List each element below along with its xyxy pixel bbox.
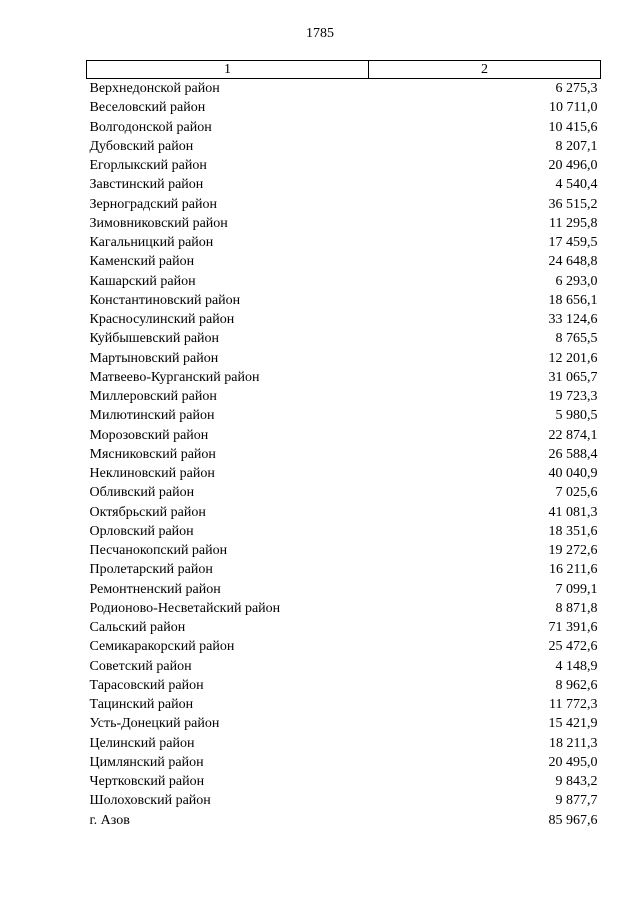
district-name: Матвеево-Курганский район — [89, 369, 260, 385]
district-name: Зерноградский район — [89, 196, 217, 212]
header-row — [87, 61, 601, 79]
table-row — [87, 599, 601, 618]
table-row — [87, 772, 601, 791]
table-row — [87, 79, 601, 99]
district-name: Каменский район — [89, 254, 195, 270]
district-value: 25 472,6 — [548, 639, 598, 655]
table-row — [87, 329, 601, 348]
table-row — [87, 137, 601, 156]
district-name: Тарасовский район — [89, 677, 204, 693]
district-name: Целинский район — [89, 735, 195, 751]
district-value: 9 843,2 — [555, 774, 598, 789]
district-value: 71 391,6 — [548, 620, 598, 635]
table-row — [87, 791, 601, 810]
district-name: Зимовниковский район — [89, 215, 228, 231]
district-name: Константиновский район — [89, 292, 241, 308]
table-row — [87, 541, 601, 560]
district-value: 10 415,6 — [548, 119, 598, 135]
table-row — [87, 676, 601, 695]
district-name: Октябрьский район — [89, 504, 206, 520]
table-row — [87, 156, 601, 175]
district-name: Советский район — [89, 658, 192, 674]
district-name: Пролетарский район — [89, 562, 213, 578]
district-value: 6 275,3 — [555, 81, 598, 96]
district-name: Завстинский район — [89, 177, 204, 193]
district-value: 6 293,0 — [555, 273, 598, 289]
district-value: 9 877,7 — [555, 793, 598, 809]
district-value: 20 496,0 — [548, 158, 598, 173]
table-row — [87, 464, 601, 483]
district-value: 11 295,8 — [549, 215, 598, 231]
district-name: Цимлянский район — [89, 754, 204, 770]
district-value: 18 351,6 — [548, 523, 598, 539]
district-value: 10 711,0 — [549, 100, 598, 116]
table-row — [87, 522, 601, 541]
district-value: 26 588,4 — [548, 446, 598, 462]
table-row — [87, 233, 601, 252]
district-name: Обливский район — [89, 485, 195, 501]
district-name: Миллеровский район — [89, 389, 217, 404]
table-row — [87, 368, 601, 387]
table-row — [87, 252, 601, 271]
table-row — [87, 175, 601, 194]
district-value: 33 124,6 — [548, 312, 598, 327]
district-value: 31 065,7 — [548, 369, 598, 385]
table-row — [87, 98, 601, 117]
district-value: 36 515,2 — [548, 196, 598, 212]
district-name: Морозовский район — [89, 427, 209, 443]
district-value: 12 201,6 — [548, 350, 598, 366]
district-value: 24 648,8 — [548, 254, 598, 270]
district-name: Кашарский район — [89, 273, 196, 289]
table-row — [87, 560, 601, 579]
district-value: 41 081,3 — [548, 504, 598, 520]
district-name: Красносулинский район — [89, 312, 235, 327]
district-name: г. Азов — [89, 812, 130, 828]
table-row — [87, 118, 601, 137]
district-value: 8 207,1 — [555, 138, 598, 154]
district-name: Веселовский район — [89, 100, 206, 116]
table-row — [87, 753, 601, 772]
district-name: Ремонтненский район — [89, 581, 221, 597]
page-number: 1785 — [306, 26, 334, 41]
table-row — [87, 387, 601, 406]
district-name: Усть-Донецкий район — [89, 716, 220, 732]
district-name: Волгодонской район — [89, 119, 212, 135]
table-row — [87, 483, 601, 502]
district-name: Егорлыкский район — [89, 158, 207, 173]
table-row — [87, 214, 601, 233]
district-value: 7 025,6 — [555, 485, 598, 501]
table-row — [87, 637, 601, 656]
district-name: Куйбышевский район — [89, 331, 220, 347]
district-name: Дубовский район — [89, 138, 194, 154]
table-header — [87, 61, 601, 79]
district-name: Чертковский район — [89, 774, 205, 789]
table-row — [87, 503, 601, 522]
column-header-2: 2 — [369, 61, 601, 79]
district-value: 18 656,1 — [548, 292, 598, 308]
district-name: Орловский район — [89, 523, 194, 539]
table-row — [87, 657, 601, 676]
table-row — [87, 445, 601, 464]
table-body — [87, 79, 601, 830]
district-value: 85 967,6 — [548, 812, 598, 828]
district-name: Мартыновский район — [89, 350, 219, 366]
table-row — [87, 714, 601, 733]
table-row — [87, 195, 601, 214]
district-name: Неклиновский район — [89, 466, 215, 481]
table-row — [87, 734, 601, 753]
district-value: 18 211,3 — [549, 735, 598, 751]
table-row — [87, 310, 601, 329]
district-name: Верхнедонской район — [89, 81, 220, 96]
district-name: Семикаракорский район — [89, 639, 235, 655]
district-name: Песчанокопский район — [89, 543, 228, 558]
district-name: Милютинский район — [89, 408, 215, 424]
district-value: 4 148,9 — [555, 658, 598, 674]
district-name: Сальский район — [89, 620, 186, 635]
table-row — [87, 349, 601, 368]
column-header-1: 1 — [87, 61, 369, 79]
table-row — [87, 426, 601, 445]
district-name: Шолоховский район — [89, 793, 211, 809]
district-value: 5 980,5 — [555, 408, 598, 424]
district-value: 11 772,3 — [549, 697, 598, 712]
district-value: 16 211,6 — [549, 562, 598, 578]
district-value: 7 099,1 — [555, 581, 598, 597]
table-row — [87, 272, 601, 291]
district-value: 8 765,5 — [555, 331, 598, 347]
district-name: Кагальницкий район — [89, 235, 214, 250]
district-table — [86, 60, 601, 830]
district-value: 19 723,3 — [548, 389, 598, 404]
district-value: 4 540,4 — [555, 177, 598, 193]
district-name: Родионово-Несветайский район — [89, 600, 281, 616]
district-name: Тацинский район — [89, 697, 194, 712]
district-value: 8 871,8 — [555, 600, 598, 616]
district-value: 40 040,9 — [548, 466, 598, 481]
table-row — [87, 618, 601, 637]
table-row — [87, 811, 601, 830]
district-value: 15 421,9 — [548, 716, 598, 732]
table-row — [87, 291, 601, 310]
district-name: Мясниковский район — [89, 446, 216, 462]
district-value: 22 874,1 — [548, 427, 598, 443]
table-row — [87, 580, 601, 599]
district-value: 8 962,6 — [555, 677, 598, 693]
table-row — [87, 695, 601, 714]
district-value: 17 459,5 — [548, 235, 598, 250]
table-row — [87, 406, 601, 425]
district-value: 20 495,0 — [548, 754, 598, 770]
district-value: 19 272,6 — [548, 543, 598, 558]
